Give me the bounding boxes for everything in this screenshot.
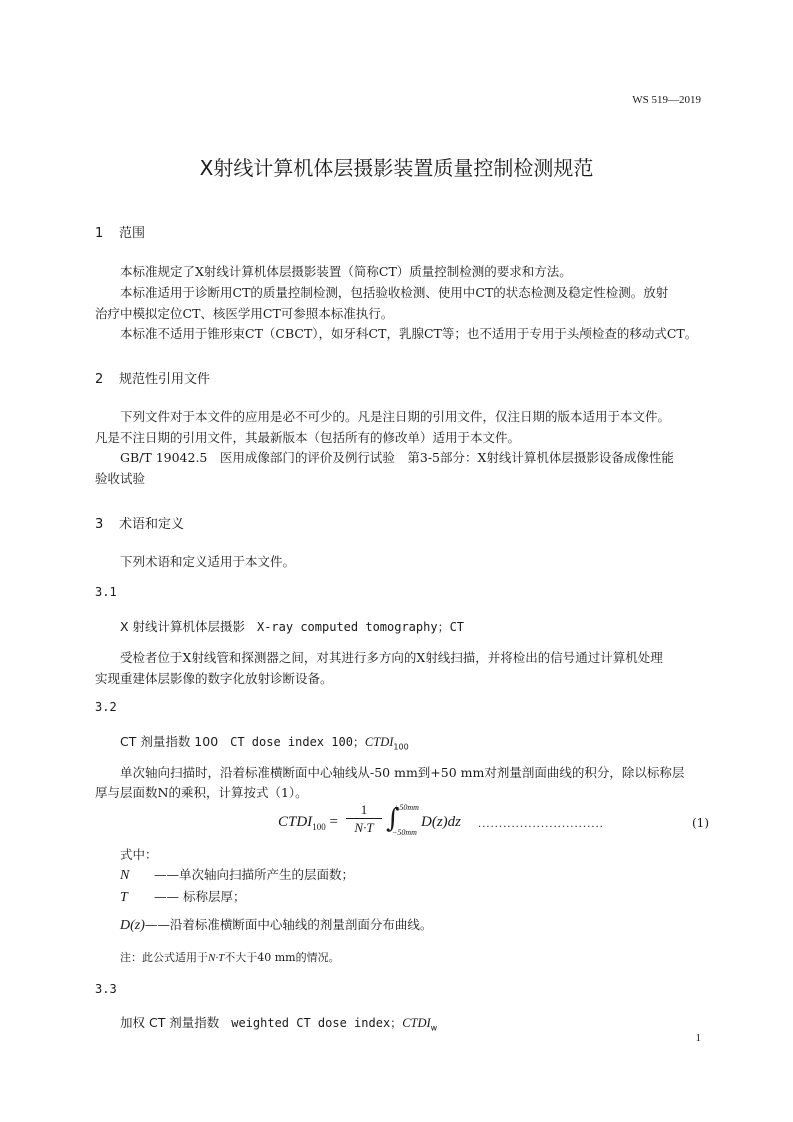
term-entry [120, 617, 464, 635]
formula-fraction [346, 802, 382, 837]
term-entry [120, 1013, 437, 1033]
section-title: 术语和定义 [119, 517, 185, 532]
formula-numerator: 1 [346, 802, 382, 819]
variable-definition [120, 887, 245, 906]
term-symbol: CTDI [364, 735, 394, 749]
section-1-heading [95, 222, 145, 241]
integral-upper-limit: +50mm [394, 803, 419, 812]
formula-lhs: $CTDI_{100}$ = [278, 814, 338, 832]
definition-continuation: 实现重建体层影像的数字化放射诊断设备。 [95, 671, 333, 686]
reference-continuation: 验收试验 [95, 471, 146, 486]
formula-lhs-subscript: 100 [312, 822, 326, 832]
term-symbol-subscript: 100 [393, 742, 409, 752]
reference-entry: GB/T 19042.5 医用成像部门的评价及例行试验 第3-5部分：X射线计算机体层摄影设备成像性能 [120, 450, 674, 465]
term-chinese: X 射线计算机体层摄影 [120, 619, 246, 634]
paragraph: 本标准规定了X射线计算机体层摄影装置（简称CT）质量控制检测的要求和方法。 [120, 264, 572, 279]
term-chinese: 加权 CT 剂量指数 [120, 1015, 220, 1030]
where-label: 式中： [120, 847, 158, 862]
term-symbol: CTDI [402, 1016, 431, 1030]
section-title: 规范性引用文件 [119, 372, 211, 387]
section-number: 1 [95, 226, 104, 241]
document-title: X射线计算机体层摄影装置质量控制检测规范 [199, 156, 594, 180]
leader-dots: .............................. [478, 816, 604, 830]
variable-description: —— 标称层厚； [154, 889, 246, 904]
paragraph: 下列术语和定义适用于本文件。 [120, 554, 296, 569]
paragraph-continuation: 治疗中模拟定位CT、核医学用CT可参照本标准执行。 [95, 306, 394, 321]
integral-lower-limit: −50mm [392, 828, 417, 837]
definition-continuation: 厚与层面数N的乘积，计算按式（1）。 [95, 785, 308, 800]
equation-number: (1) [692, 816, 709, 830]
section-title: 范围 [119, 226, 146, 241]
section-number: 2 [95, 372, 104, 387]
variable-definition [120, 865, 354, 884]
formula-denominator: N·T [354, 820, 374, 835]
variable-symbol: T [120, 890, 128, 905]
variable-definition [120, 915, 432, 934]
section-3-heading [95, 513, 184, 532]
definition: 单次轴向扫描时，沿着标准横断面中心轴线从-50 mm到+50 mm对剂量剖面曲线的积分，除以标称层 [120, 765, 685, 780]
note-symbol: N·T [208, 952, 225, 964]
subsection-number: 3.3 [95, 982, 117, 996]
term-entry [120, 732, 409, 752]
section-number: 3 [95, 517, 104, 532]
term-symbol-subscript: w [430, 1023, 438, 1033]
paragraph-continuation: 凡是不注日期的引用文件，其最新版本（包括所有的修改单）适用于本文件。 [95, 430, 521, 445]
formula-note: 注：此公式适用于N·T不大于40 mm的情况。 [120, 951, 340, 964]
document-code: WS 519—2019 [632, 94, 701, 106]
subsection-number: 3.1 [95, 585, 117, 599]
paragraph: 本标准适用于诊断用CT的质量控制检测，包括验收检测、使用中CT的状态检测及稳定性检测。放射 [120, 285, 669, 300]
paragraph: 本标准不适用于锥形束CT（CBCT），如牙科CT，乳腺CT等；也不适用于专用于头颅检查的移动式CT。 [120, 326, 698, 341]
term-english: CT dose index 100； [230, 735, 365, 749]
subsection-number: 3.2 [95, 700, 117, 714]
variable-description: ——单次轴向扫描所产生的层面数； [154, 867, 355, 882]
formula-integrand: D(z)dz [421, 814, 461, 830]
section-2-heading [95, 368, 210, 387]
term-english: weighted CT dose index； [231, 1016, 403, 1030]
term-english: X-ray computed tomography；CT [256, 620, 465, 634]
page-number: 1 [695, 1032, 701, 1044]
term-chinese: CT 剂量指数 100 [120, 734, 219, 749]
integral-sign: ∫ [386, 804, 400, 834]
paragraph: 下列文件对于本文件的应用是必不可少的。凡是注日期的引用文件，仅注日期的版本适用于本文件。 [120, 409, 671, 424]
variable-symbol: N [120, 868, 130, 883]
definition: 受检者位于X射线管和探测器之间，对其进行多方向的X射线扫描，并将检出的信号通过计算机处理 [120, 650, 663, 665]
variable-description: ——沿着标准横断面中心轴线的剂量剖面分布曲线。 [144, 917, 433, 932]
variable-symbol: D(z) [120, 918, 145, 933]
